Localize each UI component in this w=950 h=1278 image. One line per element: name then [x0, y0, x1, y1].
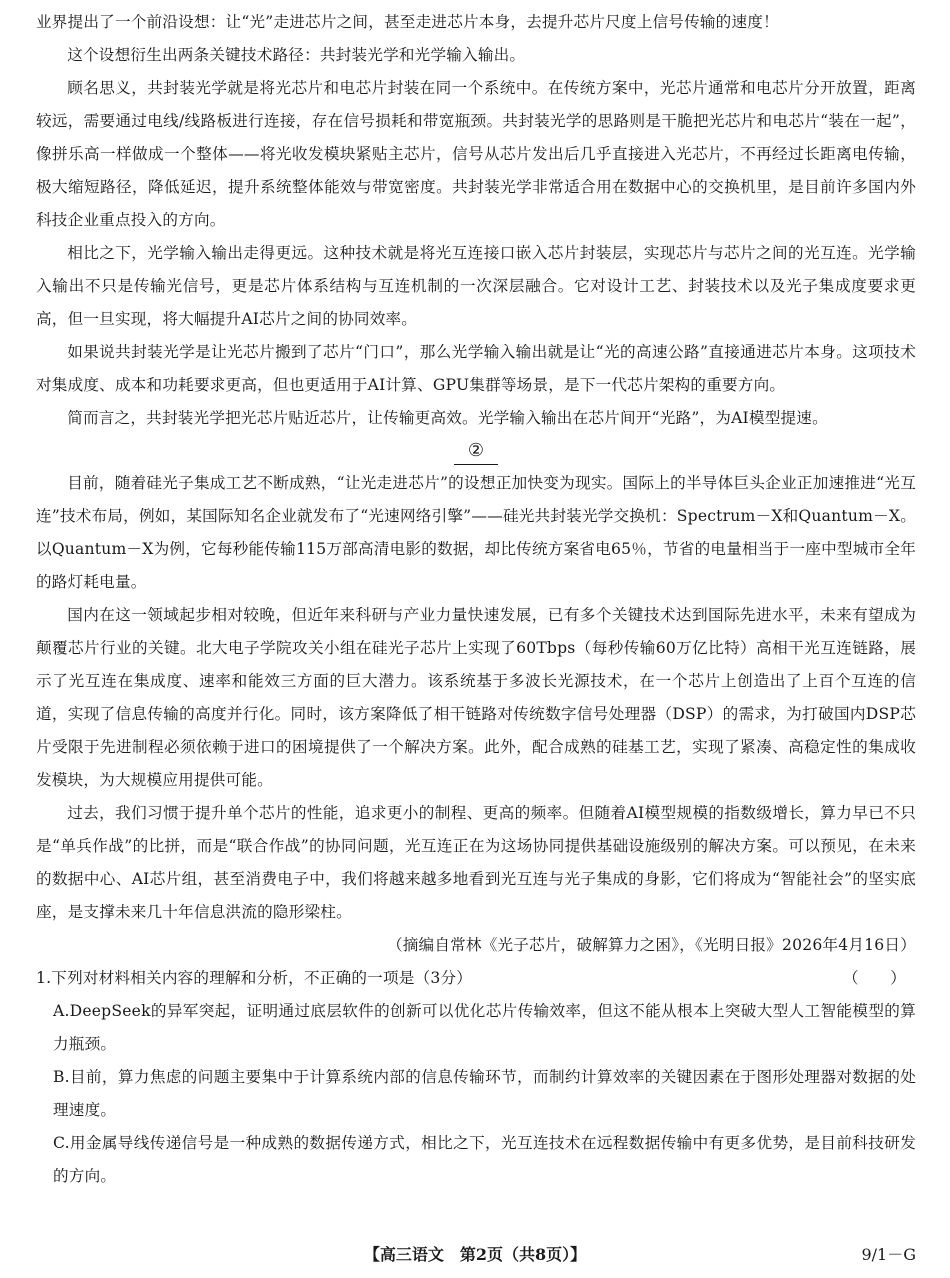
paragraph: 顾名思义，共封装光学就是将光芯片和电芯片封装在同一个系统中。在传统方案中，光芯片通常和电芯片分开放置，距离较远，需要通过电线/线路板进行连接，存在信号损耗和带宽瓶颈。共封装光学的思路则是干脆把光芯片和电芯片“装在一起”，像拼乐高一样做成一个整体——将光收发模块紧贴主芯片，信号从芯片发出后几乎直接进入光芯片，不再经过长距离电传输，极大缩短路径，降低延迟，提升系统整体能效与带宽密度。共封装光学非常适合用在数据中心的交换机里，是目前许多国内外科技企业重点投入的方向。 [36, 79, 916, 229]
section-marker [36, 435, 916, 467]
paragraph: 目前，随着硅光子集成工艺不断成熟，“让光走进芯片”的设想正加快变为现实。国际上的半导体巨头企业正加速推进“光互连”技术布局，例如，某国际知名企业就发布了“光速网络引擎”——硅光共封装光学交换机：Spectrum－X和Quantum－X。以Quantum－X为例，它每秒能传输115万部高清电影的数据，却比传统方案省电65％，节省的电量相当于一座中型城市全年的路灯耗电量。 [36, 474, 916, 591]
option-a [36, 995, 916, 1061]
question-1 [36, 962, 916, 1193]
option-letter: C. [53, 1134, 70, 1152]
paragraph: 相比之下，光学输入输出走得更远。这种技术就是将光互连接口嵌入芯片封装层，实现芯片与芯片之间的光互连。光学输入输出不只是传输光信号，更是芯片体系结构与互连机制的一次深层融合。它对设计工艺、封装技术以及光子集成度要求更高，但一旦实现，将大幅提升AI芯片之间的协同效率。 [36, 244, 916, 328]
article-part-1 [36, 6, 916, 435]
paragraph: 过去，我们习惯于提升单个芯片的性能，追求更小的制程、更高的频率。但随着AI模型规模的指数级增长，算力早已不只是“单兵作战”的比拼，而是“联合作战”的协同问题，光互连正在为这场协同提供基础设施级别的解决方案。可以预见，在未来的数据中心、AI芯片组，甚至消费电子中，我们将越来越多地看到光互连与光子集成的身影，它们将成为“智能社会”的坚实底座，是支撑未来几十年信息洪流的隐形梁柱。 [36, 804, 916, 921]
option-letter: A. [53, 1002, 70, 1020]
paragraph: 简而言之，共封装光学把光芯片贴近芯片，让传输更高效。光学输入输出在芯片间开“光路”，为AI模型提速。 [67, 409, 828, 427]
question-stem: 1.下列对材料相关内容的理解和分析，不正确的一项是（3分） [36, 969, 473, 987]
paragraph: 这个设想衍生出两条关键技术路径：共封装光学和光学输入输出。 [67, 46, 526, 64]
option-text: DeepSeek的异军突起，证明通过底层软件的创新可以优化芯片传输效率，但这不能从根本上突破大型人工智能模型的算力瓶颈。 [53, 1002, 916, 1053]
answer-bracket: （ ） [842, 969, 906, 987]
document-page [36, 6, 916, 1193]
paragraph: 业界提出了一个前沿设想：让“光”走进芯片之间，甚至走进芯片本身，去提升芯片尺度上信号传输的速度！ [36, 13, 779, 31]
footer-code: 9/1－G [861, 1245, 916, 1264]
source-note: （摘编自常林《光子芯片，破解算力之困》，《光明日报》2026年4月16日） [386, 936, 916, 954]
option-list [36, 995, 916, 1193]
article-part-2 [36, 467, 916, 929]
option-letter: B. [53, 1068, 70, 1086]
paragraph: 国内在这一领域起步相对较晚，但近年来科研与产业力量快速发展，已有多个关键技术达到国际先进水平，未来有望成为颠覆芯片行业的关键。北大电子学院攻关小组在硅光子芯片上实现了60Tbps（每秒传输60万亿比特）高相干光互连链路，展示了光互连在集成度、速率和能效三方面的巨大潜力。该系统基于多波长光源技术，在一个芯片上创造出了上百个互连的信道，实现了信息传输的高度并行化。同时，该方案降低了相干链路对传统数字信号处理器（DSP）的需求，为打破国内DSP芯片受限于先进制程必须依赖于进口的困境提供了一个解决方案。此外，配合成熟的硅基工艺，实现了紧凑、高稳定性的集成收发模块，为大规模应用提供可能。 [36, 606, 916, 789]
paragraph: 如果说共封装光学是让光芯片搬到了芯片“门口”，那么光学输入输出就是让“光的高速公路”直接通进芯片本身。这项技术对集成度、成本和功耗要求更高，但也更适用于AI计算、GPU集群等场景，是下一代芯片架构的重要方向。 [36, 343, 916, 394]
option-text: 目前，算力焦虑的问题主要集中于计算系统内部的信息传输环节，而制约计算效率的关键因素在于图形处理器对数据的处理速度。 [53, 1068, 916, 1119]
footer-page-info: 【高三语文 第2页（共8页）】 [363, 1245, 587, 1264]
option-b [36, 1061, 916, 1127]
option-text: 用金属导线传递信号是一种成熟的数据传递方式，相比之下，光互连技术在远程数据传输中有更多优势，是目前科技研发的方向。 [53, 1134, 916, 1185]
section-marker-text: ② [454, 438, 498, 465]
option-c [36, 1127, 916, 1193]
page-footer [0, 1240, 950, 1270]
